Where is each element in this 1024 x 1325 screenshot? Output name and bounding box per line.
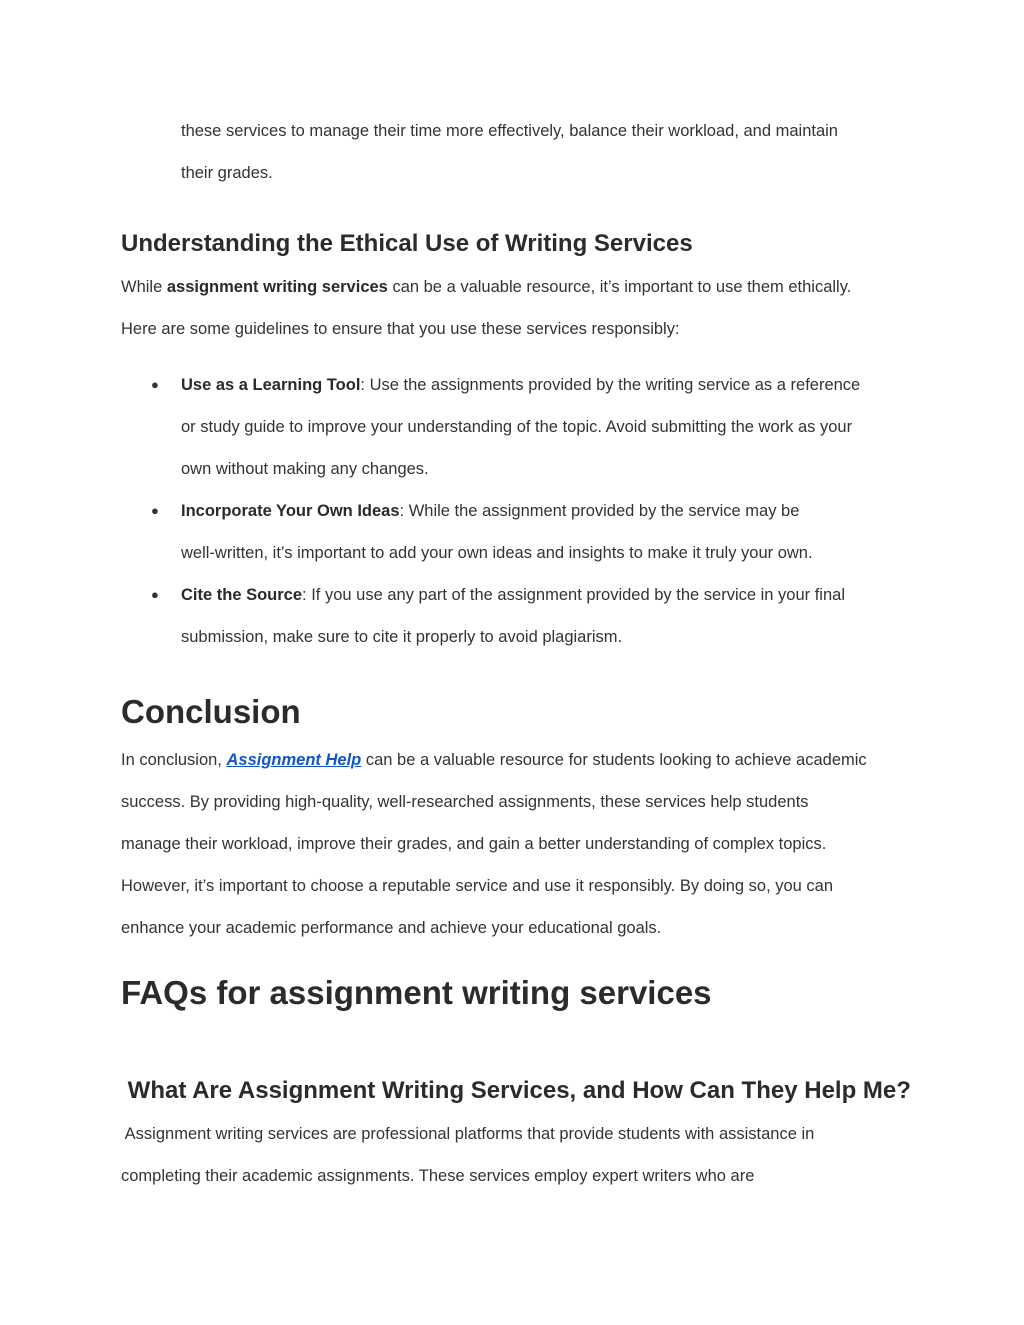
list-item-text: : Use the assignments provided by the writing service as a reference xyxy=(360,376,861,394)
faq-answer-1-line-2: completing their academic assignments. These services employ expert writers who are xyxy=(121,1167,755,1185)
conclusion-text-before: In conclusion, xyxy=(121,751,227,769)
ethics-paragraph-line-1 xyxy=(121,276,851,298)
list-item-text: well-written, it’s important to add your own ideas and insights to make it truly your own. xyxy=(181,544,813,562)
bullet-icon: ● xyxy=(151,587,159,602)
conclusion-line-5: enhance your academic performance and achieve your educational goals. xyxy=(121,919,662,937)
intro-line-1: these services to manage their time more effectively, balance their workload, and maintain xyxy=(181,122,838,140)
ethics-bold-phrase: assignment writing services xyxy=(166,278,388,296)
conclusion-line-4: However, it’s important to choose a reputable service and use it responsibly. By doing so, you can xyxy=(121,877,834,895)
conclusion-line-3: manage their workload, improve their grades, and gain a better understanding of complex topics. xyxy=(121,835,827,853)
ethics-paragraph-line-2: Here are some guidelines to ensure that you use these services responsibly: xyxy=(121,320,680,338)
list-item-title: Incorporate Your Own Ideas xyxy=(181,502,400,520)
list-item-text: : If you use any part of the assignment provided by the service in your final xyxy=(302,586,845,604)
bullet-icon: ● xyxy=(151,503,159,518)
list-item-text: : While the assignment provided by the service may be xyxy=(399,502,800,520)
conclusion-heading: Conclusion xyxy=(121,693,301,730)
ethics-text-after: can be a valuable resource, it’s important to use them ethically. xyxy=(387,278,852,296)
faq-answer-1-line-1: Assignment writing services are professional platforms that provide students with assistance in xyxy=(121,1125,815,1143)
conclusion-line-2: success. By providing high-quality, well-researched assignments, these services help students xyxy=(121,793,809,811)
ethics-text-before: While xyxy=(121,278,167,296)
list-item-text: or study guide to improve your understanding of the topic. Avoid submitting the work as your xyxy=(181,418,853,436)
intro-line-2: their grades. xyxy=(181,164,273,182)
list-item-title: Cite the Source xyxy=(181,586,303,604)
ethics-heading: Understanding the Ethical Use of Writing Services xyxy=(121,230,693,257)
list-item-title: Use as a Learning Tool xyxy=(181,376,361,394)
assignment-help-link[interactable]: Assignment Help xyxy=(226,751,362,769)
list-item-own-ideas xyxy=(181,500,799,522)
list-item-text: submission, make sure to cite it properly to avoid plagiarism. xyxy=(181,628,623,646)
conclusion-text-after: can be a valuable resource for students looking to achieve academic xyxy=(361,751,867,769)
list-item-text: own without making any changes. xyxy=(181,460,429,478)
faq-question-1: What Are Assignment Writing Services, and How Can They Help Me? xyxy=(121,1077,911,1104)
list-item-cite-source xyxy=(181,584,845,606)
bullet-icon: ● xyxy=(151,377,159,392)
faqs-heading: FAQs for assignment writing services xyxy=(121,974,712,1011)
list-item-learning-tool xyxy=(181,374,860,396)
conclusion-line-1 xyxy=(121,749,867,771)
